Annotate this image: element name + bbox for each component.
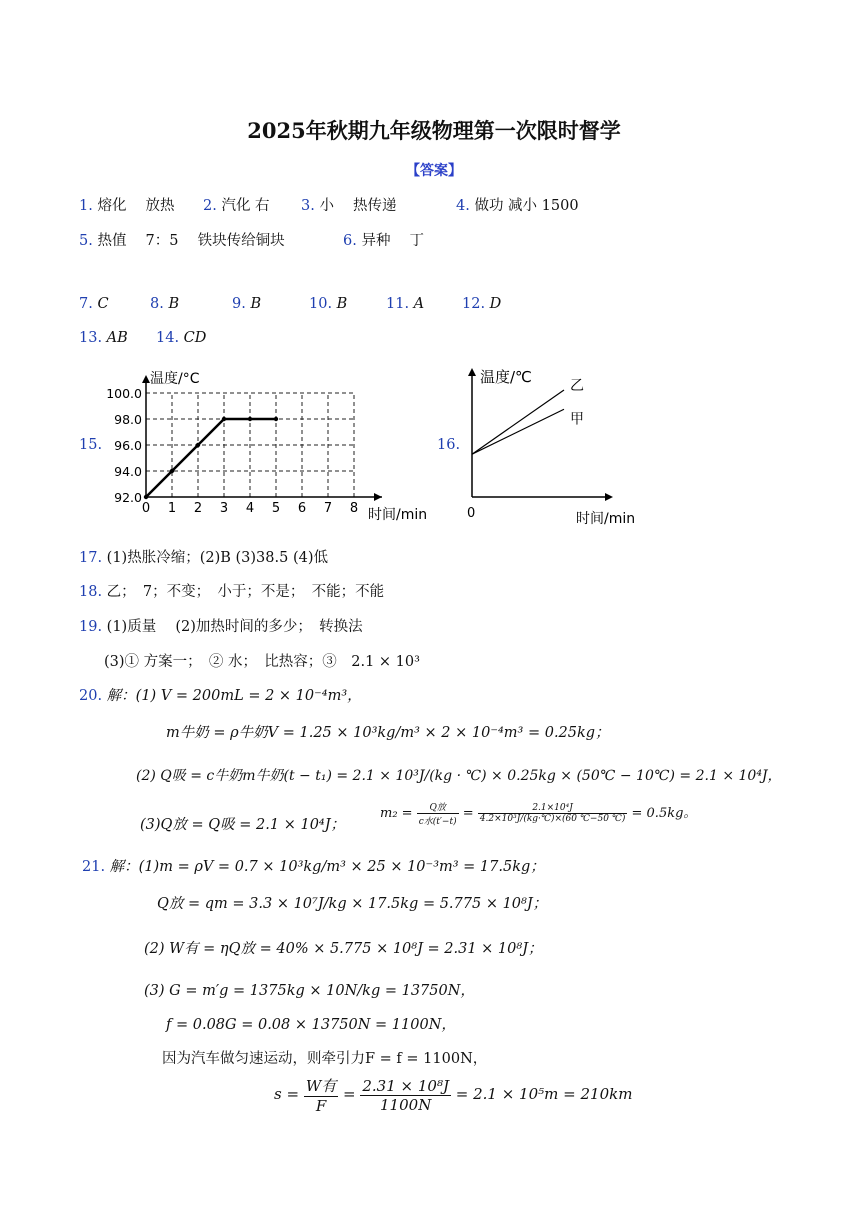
x-tick-label: 1 xyxy=(167,501,177,516)
solution-line: (3)Q放 = Q吸 = 2.1 × 10⁴J； xyxy=(140,817,346,833)
fraction xyxy=(360,1077,451,1114)
answer-text: 异种 丁 xyxy=(361,233,425,249)
y-axis-label: 温度/℃ xyxy=(480,368,532,386)
q16-chart xyxy=(455,360,655,530)
answer-line-2 xyxy=(203,194,270,215)
question-number: 6. xyxy=(343,233,357,249)
solution-formula-m2: m₂ = $\frac{\text{Q放}}{\text{c水(t′−t)}}$ = $\frac{\text{2.1×10⁴J}}{\text{4.2×10³J/(kg·℃)×(60 ℃−50 ℃)}}$ = 0.5kg。 xyxy=(380,800,696,827)
choice-11 xyxy=(386,296,424,312)
answer-line-4 xyxy=(456,194,579,215)
answer-text: 做功 减小 1500 xyxy=(474,198,579,214)
denominator: 4.2×10³J/(kg·℃)×(60 ℃−50 ℃) xyxy=(479,814,626,824)
choice-answer: B xyxy=(336,296,348,312)
answer-header: 【答案】 xyxy=(406,163,462,179)
question-number: 17. xyxy=(79,550,103,566)
question-number: 19. xyxy=(79,619,103,635)
solution-line: (2) Q吸 = c牛奶m牛奶(t − t₁) = 2.1 × 10³J/(kg · ℃) × 0.25kg × (50℃ − 10℃) = 2.1 × 10⁴J， xyxy=(136,768,782,784)
answer-text: (1)热胀冷缩；(2)B (3)38.5 (4)低 xyxy=(106,550,328,566)
question-number: 2. xyxy=(203,198,217,214)
choice-13 xyxy=(79,330,128,346)
y-axis-label: 温度/°C xyxy=(150,371,200,387)
question-number: 11. xyxy=(386,296,410,312)
numerator: 2.1×10⁴J xyxy=(478,803,628,814)
question-number: 18. xyxy=(79,584,103,600)
series-line xyxy=(472,390,564,454)
choice-answer: B xyxy=(168,296,180,312)
numerator: 2.31 × 10⁸J xyxy=(362,1076,449,1095)
x-tick-label: 0 xyxy=(141,501,151,516)
denominator: F xyxy=(315,1097,327,1115)
numerator: W有 xyxy=(305,1077,337,1095)
answer-line-21 xyxy=(82,855,545,876)
answer-text: 热值 7：5 铁块传给铜块 xyxy=(97,233,285,249)
x-tick-label: 5 xyxy=(271,501,281,516)
question-number: 12. xyxy=(462,296,486,312)
series-label: 乙 xyxy=(570,378,584,394)
x-axis-arrow xyxy=(374,493,382,501)
data-point xyxy=(170,469,174,473)
question-number: 13. xyxy=(79,330,103,346)
y-axis-arrow xyxy=(468,368,476,376)
solution-line: 因为汽车做匀速运动，则牵引力F = f = 1100N， xyxy=(162,1051,488,1067)
x-tick-label: 6 xyxy=(297,501,307,516)
choice-answer: B xyxy=(250,296,262,312)
question-number: 9. xyxy=(232,296,246,312)
choice-7 xyxy=(79,296,109,312)
solution-line: Q放 = qm = 3.3 × 10⁷J/kg × 17.5kg = 5.775 × 10⁸J； xyxy=(157,896,548,912)
page-title: 2025年秋期九年级物理第一次限时督学 xyxy=(247,118,621,143)
y-tick-label: 100.0 xyxy=(106,386,142,401)
solution-formula-s: s = $\frac{\text{W有}}{F}$ = $\frac{\text{2.31 × 10⁸J}}{1100N}$ = 2.1 × 10⁵m = 210km xyxy=(274,1076,633,1115)
data-point xyxy=(248,417,252,421)
fraction xyxy=(417,800,459,827)
answer-line-18 xyxy=(79,580,384,601)
denominator: c水(t′−t) xyxy=(418,817,457,827)
series-label: 甲 xyxy=(570,411,584,428)
question-number: 4. xyxy=(456,198,470,214)
answer-line-5 xyxy=(79,229,285,250)
q15-chart xyxy=(100,365,440,525)
fraction xyxy=(304,1075,338,1115)
choice-12 xyxy=(462,296,501,312)
choice-14 xyxy=(156,330,206,346)
solution-line: m牛奶 = ρ牛奶V = 1.25 × 10³kg/m³ × 2 × 10⁻⁴m³ = 0.25kg； xyxy=(166,725,610,741)
answer-line-17 xyxy=(79,546,328,567)
data-line xyxy=(146,419,276,497)
question-number-15: 15. xyxy=(79,437,103,453)
formula-text: s = xyxy=(274,1085,300,1103)
choice-answer: AB xyxy=(106,330,128,346)
answer-line-1 xyxy=(79,194,175,215)
series-line xyxy=(472,409,564,454)
formula-text: m₂ = xyxy=(380,806,413,821)
question-number: 8. xyxy=(150,296,164,312)
answer-line-20 xyxy=(79,684,362,705)
x-axis-arrow xyxy=(605,493,613,501)
x-tick-label: 2 xyxy=(193,501,203,516)
denominator: 1100N xyxy=(380,1095,432,1114)
y-tick-label: 94.0 xyxy=(114,464,142,479)
question-number: 1. xyxy=(79,198,93,214)
answer-text: 乙； 7；不变； 小于；不是； 不能；不能 xyxy=(106,584,385,600)
question-number: 7. xyxy=(79,296,93,312)
data-point xyxy=(274,417,278,421)
choice-answer: D xyxy=(489,296,502,312)
question-number: 21. xyxy=(82,859,106,875)
numerator: Q放 xyxy=(417,800,459,814)
data-point xyxy=(144,495,148,499)
question-number: 10. xyxy=(309,296,333,312)
choice-10 xyxy=(309,296,347,312)
answer-text: (1)质量 (2)加热时间的多少； 转换法 xyxy=(106,619,363,635)
y-tick-label: 92.0 xyxy=(114,490,142,505)
question-number: 3. xyxy=(301,198,315,214)
x-tick-label: 3 xyxy=(219,501,229,516)
answer-text: 汽化 右 xyxy=(221,198,270,214)
answer-line-19-b: (3)① 方案一； ② 水； 比热容；③ 2.1 × 10³ xyxy=(104,654,420,670)
answer-line-3 xyxy=(301,194,397,215)
y-tick-label: 98.0 xyxy=(114,412,142,427)
solution-line: 解：(1) V = 200mL = 2 × 10⁻⁴m³， xyxy=(106,688,362,704)
question-number: 14. xyxy=(156,330,180,346)
x-axis-label: 时间/min xyxy=(576,511,636,527)
choice-answer: C xyxy=(97,296,109,312)
x-axis-label: 时间/min xyxy=(368,507,428,523)
solution-line: (3) G = m′g = 1375kg × 10N/kg = 13750N， xyxy=(144,983,475,999)
fraction xyxy=(478,803,628,824)
x-tick-label: 7 xyxy=(323,501,333,516)
question-number-16: 16. xyxy=(437,437,461,453)
question-number: 5. xyxy=(79,233,93,249)
solution-line: 解：(1)m = ρV = 0.7 × 10³kg/m³ × 25 × 10⁻³m³ = 17.5kg； xyxy=(109,859,545,875)
choice-answer: A xyxy=(413,296,425,312)
x-tick-label: 8 xyxy=(349,501,359,516)
y-axis-arrow xyxy=(142,375,150,383)
choice-8 xyxy=(150,296,179,312)
formula-text: = 0.5kg。 xyxy=(631,806,697,821)
solution-line: f = 0.08G = 0.08 × 13750N = 1100N， xyxy=(166,1017,456,1033)
choice-answer: CD xyxy=(183,330,207,346)
answer-text: 熔化 放热 xyxy=(97,198,175,214)
choice-9 xyxy=(232,296,261,312)
answer-text: 小 热传递 xyxy=(319,198,397,214)
answer-line-6 xyxy=(343,229,424,250)
formula-text: = 2.1 × 10⁵m = 210km xyxy=(455,1085,633,1103)
origin-label: 0 xyxy=(467,506,476,521)
data-point xyxy=(196,443,200,447)
solution-line: (2) W有 = ηQ放 = 40% × 5.775 × 10⁸J = 2.31 × 10⁸J； xyxy=(144,941,543,957)
data-point xyxy=(222,417,226,421)
y-tick-label: 96.0 xyxy=(114,438,142,453)
x-tick-label: 4 xyxy=(245,501,255,516)
question-number: 20. xyxy=(79,688,103,704)
answer-line-19 xyxy=(79,615,363,636)
